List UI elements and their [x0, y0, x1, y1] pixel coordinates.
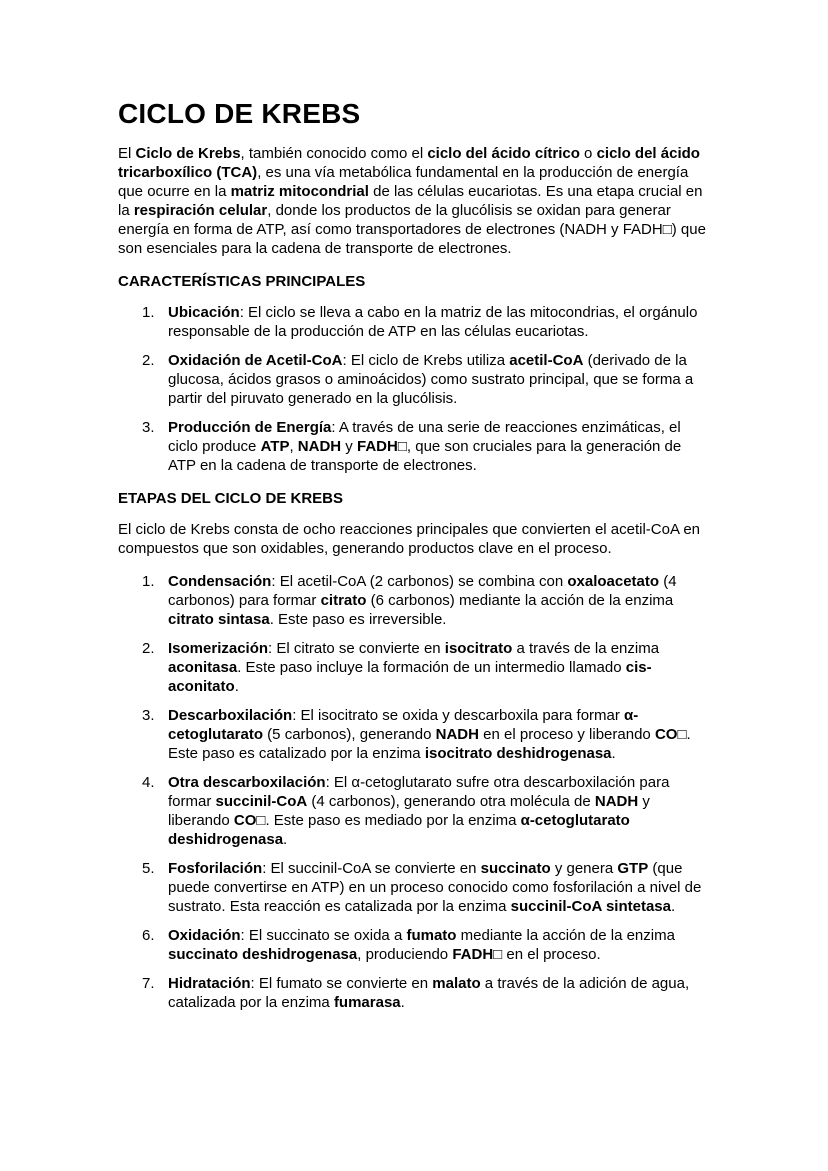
intro-paragraph-text-8: de las células eucariotas. Es una etapa crucial en la	[118, 183, 703, 219]
etapas-list-item-4-text-7: . Este paso es mediado por la enzima	[265, 812, 521, 829]
etapas-list-item-6-bold-2: fumato	[406, 927, 457, 944]
etapas-list-item-3	[118, 706, 708, 763]
etapas-list-item-4	[118, 773, 708, 849]
etapas-list-item-4-bold-0: Otra descarboxilación	[168, 774, 326, 791]
caracteristicas-list-item-2-bold-0: Oxidación de Acetil-CoA	[168, 352, 343, 369]
page-title: CICLO DE KREBS	[118, 98, 361, 129]
intro-paragraph-bold-3: ciclo del ácido cítrico	[427, 145, 580, 162]
list-number: 2.	[142, 352, 155, 369]
caracteristicas-list-item-3-text-1: : A través de una serie de reacciones enzimáticas, el ciclo produce	[168, 419, 681, 455]
intro-paragraph-bold-5: ciclo del ácido tricarboxílico (TCA)	[118, 145, 700, 181]
etapas-list-item-7-text-1: : El fumato se convierte en	[250, 975, 433, 992]
etapas-list-item-6	[118, 926, 708, 964]
etapas-list-item-2-text-3: a través de la enzima	[512, 640, 660, 657]
etapas-list-item-6-bold-6: FADH□	[452, 946, 503, 963]
caracteristicas-list-item-2-text-3: (derivado de la glucosa, ácidos grasos o aminoácidos) como sustrato principal, que se forma a partir del piruvato generado en la glucólisis.	[168, 352, 694, 407]
etapas-list-item-6-text-3: mediante la acción de la enzima	[456, 927, 675, 944]
etapas-list-item-6-bold-0: Oxidación	[168, 927, 241, 944]
list-number: 5.	[142, 860, 155, 877]
list-number: 1.	[142, 304, 155, 321]
etapas-list-item-7-bold-4: fumarasa	[333, 994, 401, 1011]
intro-paragraph-text-10: , donde los productos de la glucólisis se oxidan para generar energía en forma de ATP, así como transportadores de electrones (NADH y FADH□) que son esenciales para la cadena de transporte de electrones.	[118, 202, 706, 257]
section-heading-caracteristicas: CARACTERÍSTICAS PRINCIPALES	[118, 273, 366, 290]
etapas-list-item-5-text-1: : El succinil-CoA se convierte en	[262, 860, 481, 877]
etapas-list-item-1-bold-0: Condensación	[168, 573, 272, 590]
etapas-list-item-7	[118, 974, 708, 1012]
etapas-list-item-4-text-5: y liberando	[168, 793, 650, 829]
etapas-list-item-1-bold-2: oxaloacetato	[567, 573, 660, 590]
etapas-list-item-5-bold-4: GTP	[617, 860, 649, 877]
etapas-list-item-4-text-3: (4 carbonos), generando otra molécula de	[307, 793, 595, 810]
caracteristicas-list	[118, 303, 708, 475]
etapas-list-item-7-bold-2: malato	[432, 975, 481, 992]
caracteristicas-list-item-1-text-1: : El ciclo se lleva a cabo en la matriz de las mitocondrias, el orgánulo responsable de la producción de ATP en las células eucariotas.	[168, 304, 698, 340]
intro-paragraph-bold-1: Ciclo de Krebs	[135, 145, 241, 162]
list-number: 3.	[142, 707, 155, 724]
etapas-list-item-3-bold-8: isocitrato deshidrogenasa	[424, 745, 612, 762]
list-number: 3.	[142, 419, 155, 436]
caracteristicas-list-item-3-text-5: y	[341, 438, 357, 455]
caracteristicas-list-item-1-bold-0: Ubicación	[168, 304, 240, 321]
intro-paragraph-bold-9: respiración celular	[133, 202, 268, 219]
etapas-list-item-3-bold-2: α-cetoglutarato	[168, 707, 639, 743]
intro-paragraph-bold-7: matriz mitocondrial	[230, 183, 369, 200]
etapas-list-item-5-bold-0: Fosforilación	[168, 860, 263, 877]
etapas-list-item-2-text-5: . Este paso incluye la formación de un intermedio llamado	[237, 659, 626, 676]
etapas-list-item-4-bold-8: α-cetoglutarato deshidrogenasa	[168, 812, 630, 848]
intro-paragraph-text-0: El	[118, 145, 136, 162]
etapas-list-item-6-text-7: en el proceso.	[502, 946, 601, 963]
caracteristicas-list-item-3	[118, 418, 708, 475]
etapas-list-item-6-text-1: : El succinato se oxida a	[240, 927, 407, 944]
caracteristicas-list-item-3-text-3: ,	[289, 438, 298, 455]
etapas-list-item-1-bold-4: citrato	[320, 592, 367, 609]
caracteristicas-list-item-2-text-1: : El ciclo de Krebs utiliza	[342, 352, 510, 369]
etapas-list-item-5-text-3: y genera	[550, 860, 618, 877]
etapas-list-item-1-text-5: (6 carbonos) mediante la acción de la enzima	[366, 592, 674, 609]
etapas-list-item-5-bold-2: succinato	[480, 860, 551, 877]
section-heading-etapas: ETAPAS DEL CICLO DE KREBS	[118, 490, 344, 507]
etapas-list-item-2-text-7: .	[234, 678, 239, 695]
etapas-list-item-3-text-7: . Este paso es catalizado por la enzima	[168, 726, 691, 762]
etapas-list-item-2-bold-2: isocitrato	[444, 640, 513, 657]
list-number: 2.	[142, 640, 155, 657]
etapas-list-item-1-text-3: (4 carbonos) para formar	[168, 573, 677, 609]
etapas-list-item-5-bold-6: succinil-CoA sintetasa	[510, 898, 671, 915]
etapas-list-item-4-bold-4: NADH	[594, 793, 639, 810]
caracteristicas-list-item-3-text-7: , que son cruciales para la generación de ATP en la cadena de transporte de electrones.	[168, 438, 682, 474]
etapas-list-item-2-bold-0: Isomerización	[168, 640, 269, 657]
etapas-list-item-2-bold-4: aconitasa	[168, 659, 238, 676]
etapas-list-item-3-bold-6: CO□	[654, 726, 687, 743]
etapas-list-item-6-bold-4: succinato deshidrogenasa	[168, 946, 358, 963]
etapas-list-item-4-text-9: .	[283, 831, 288, 848]
caracteristicas-list-item-1	[118, 303, 708, 341]
etapas-list-item-1-text-1: : El acetil-CoA (2 carbonos) se combina con	[271, 573, 568, 590]
etapas-list-item-1-bold-6: citrato sintasa	[168, 611, 270, 628]
etapas-list-item-1	[118, 572, 708, 629]
list-number: 4.	[142, 774, 155, 791]
etapas-list-item-3-text-3: (5 carbonos), generando	[263, 726, 436, 743]
etapas-list-item-5-text-7: .	[671, 898, 676, 915]
etapas-list-item-1-text-7: . Este paso es irreversible.	[269, 611, 447, 628]
caracteristicas-list-item-3-bold-0: Producción de Energía	[168, 419, 332, 436]
intro-paragraph-text-2: , también conocido como el	[240, 145, 428, 162]
list-number: 7.	[142, 975, 155, 992]
intro-paragraph-text-6: , es una vía metabólica fundamental en la producción de energía que ocurre en la	[118, 164, 689, 200]
intro-paragraph-text-4: o	[579, 145, 597, 162]
etapas-list-item-3-text-1: : El isocitrato se oxida y descarboxila para formar	[292, 707, 625, 724]
caracteristicas-list-item-2-bold-2: acetil-CoA	[509, 352, 584, 369]
list-number: 6.	[142, 927, 155, 944]
etapas-list-item-3-text-5: en el proceso y liberando	[478, 726, 655, 743]
etapas-list-item-3-text-9: .	[611, 745, 616, 762]
etapas-list-item-7-text-3: a través de la adición de agua, catalizada por la enzima	[168, 975, 690, 1011]
etapas-list-item-5-text-5: (que puede convertirse en ATP) en un proceso conocido como fosforilación a nivel de sustrato. Esta reacción es catalizada por la enzima	[168, 860, 702, 915]
caracteristicas-list-item-3-bold-4: NADH	[297, 438, 342, 455]
etapas-list-item-7-text-5: .	[400, 994, 405, 1011]
document-content	[118, 96, 708, 1026]
etapas-list-item-3-bold-4: NADH	[435, 726, 479, 743]
etapas-list-item-2	[118, 639, 708, 696]
caracteristicas-list-item-3-bold-2: ATP	[260, 438, 290, 455]
etapas-list-item-6-text-5: , produciendo	[357, 946, 453, 963]
etapas-list-item-2-text-1: : El citrato se convierte en	[268, 640, 445, 657]
etapas-list-item-4-bold-6: CO□	[233, 812, 266, 829]
etapas-list-item-5	[118, 859, 708, 916]
list-number: 1.	[142, 573, 155, 590]
etapas-list-item-2-bold-6: cis-aconitato	[168, 659, 652, 695]
caracteristicas-list-item-2	[118, 351, 708, 408]
caracteristicas-list-item-3-bold-6: FADH□	[356, 438, 407, 455]
etapas-list-item-3-bold-0: Descarboxilación	[168, 707, 293, 724]
etapas-list-item-7-bold-0: Hidratación	[168, 975, 251, 992]
etapas-list-item-4-text-1: : El α-cetoglutarato sufre otra descarboxilación para formar	[168, 774, 670, 810]
etapas-intro-paragraph: El ciclo de Krebs consta de ocho reacciones principales que convierten el acetil-CoA en compuestos que son oxidables, generando productos clave en el proceso.	[118, 521, 700, 557]
etapas-list-item-4-bold-2: succinil-CoA	[215, 793, 308, 810]
intro-paragraph	[118, 144, 708, 258]
etapas-list	[118, 572, 708, 1012]
